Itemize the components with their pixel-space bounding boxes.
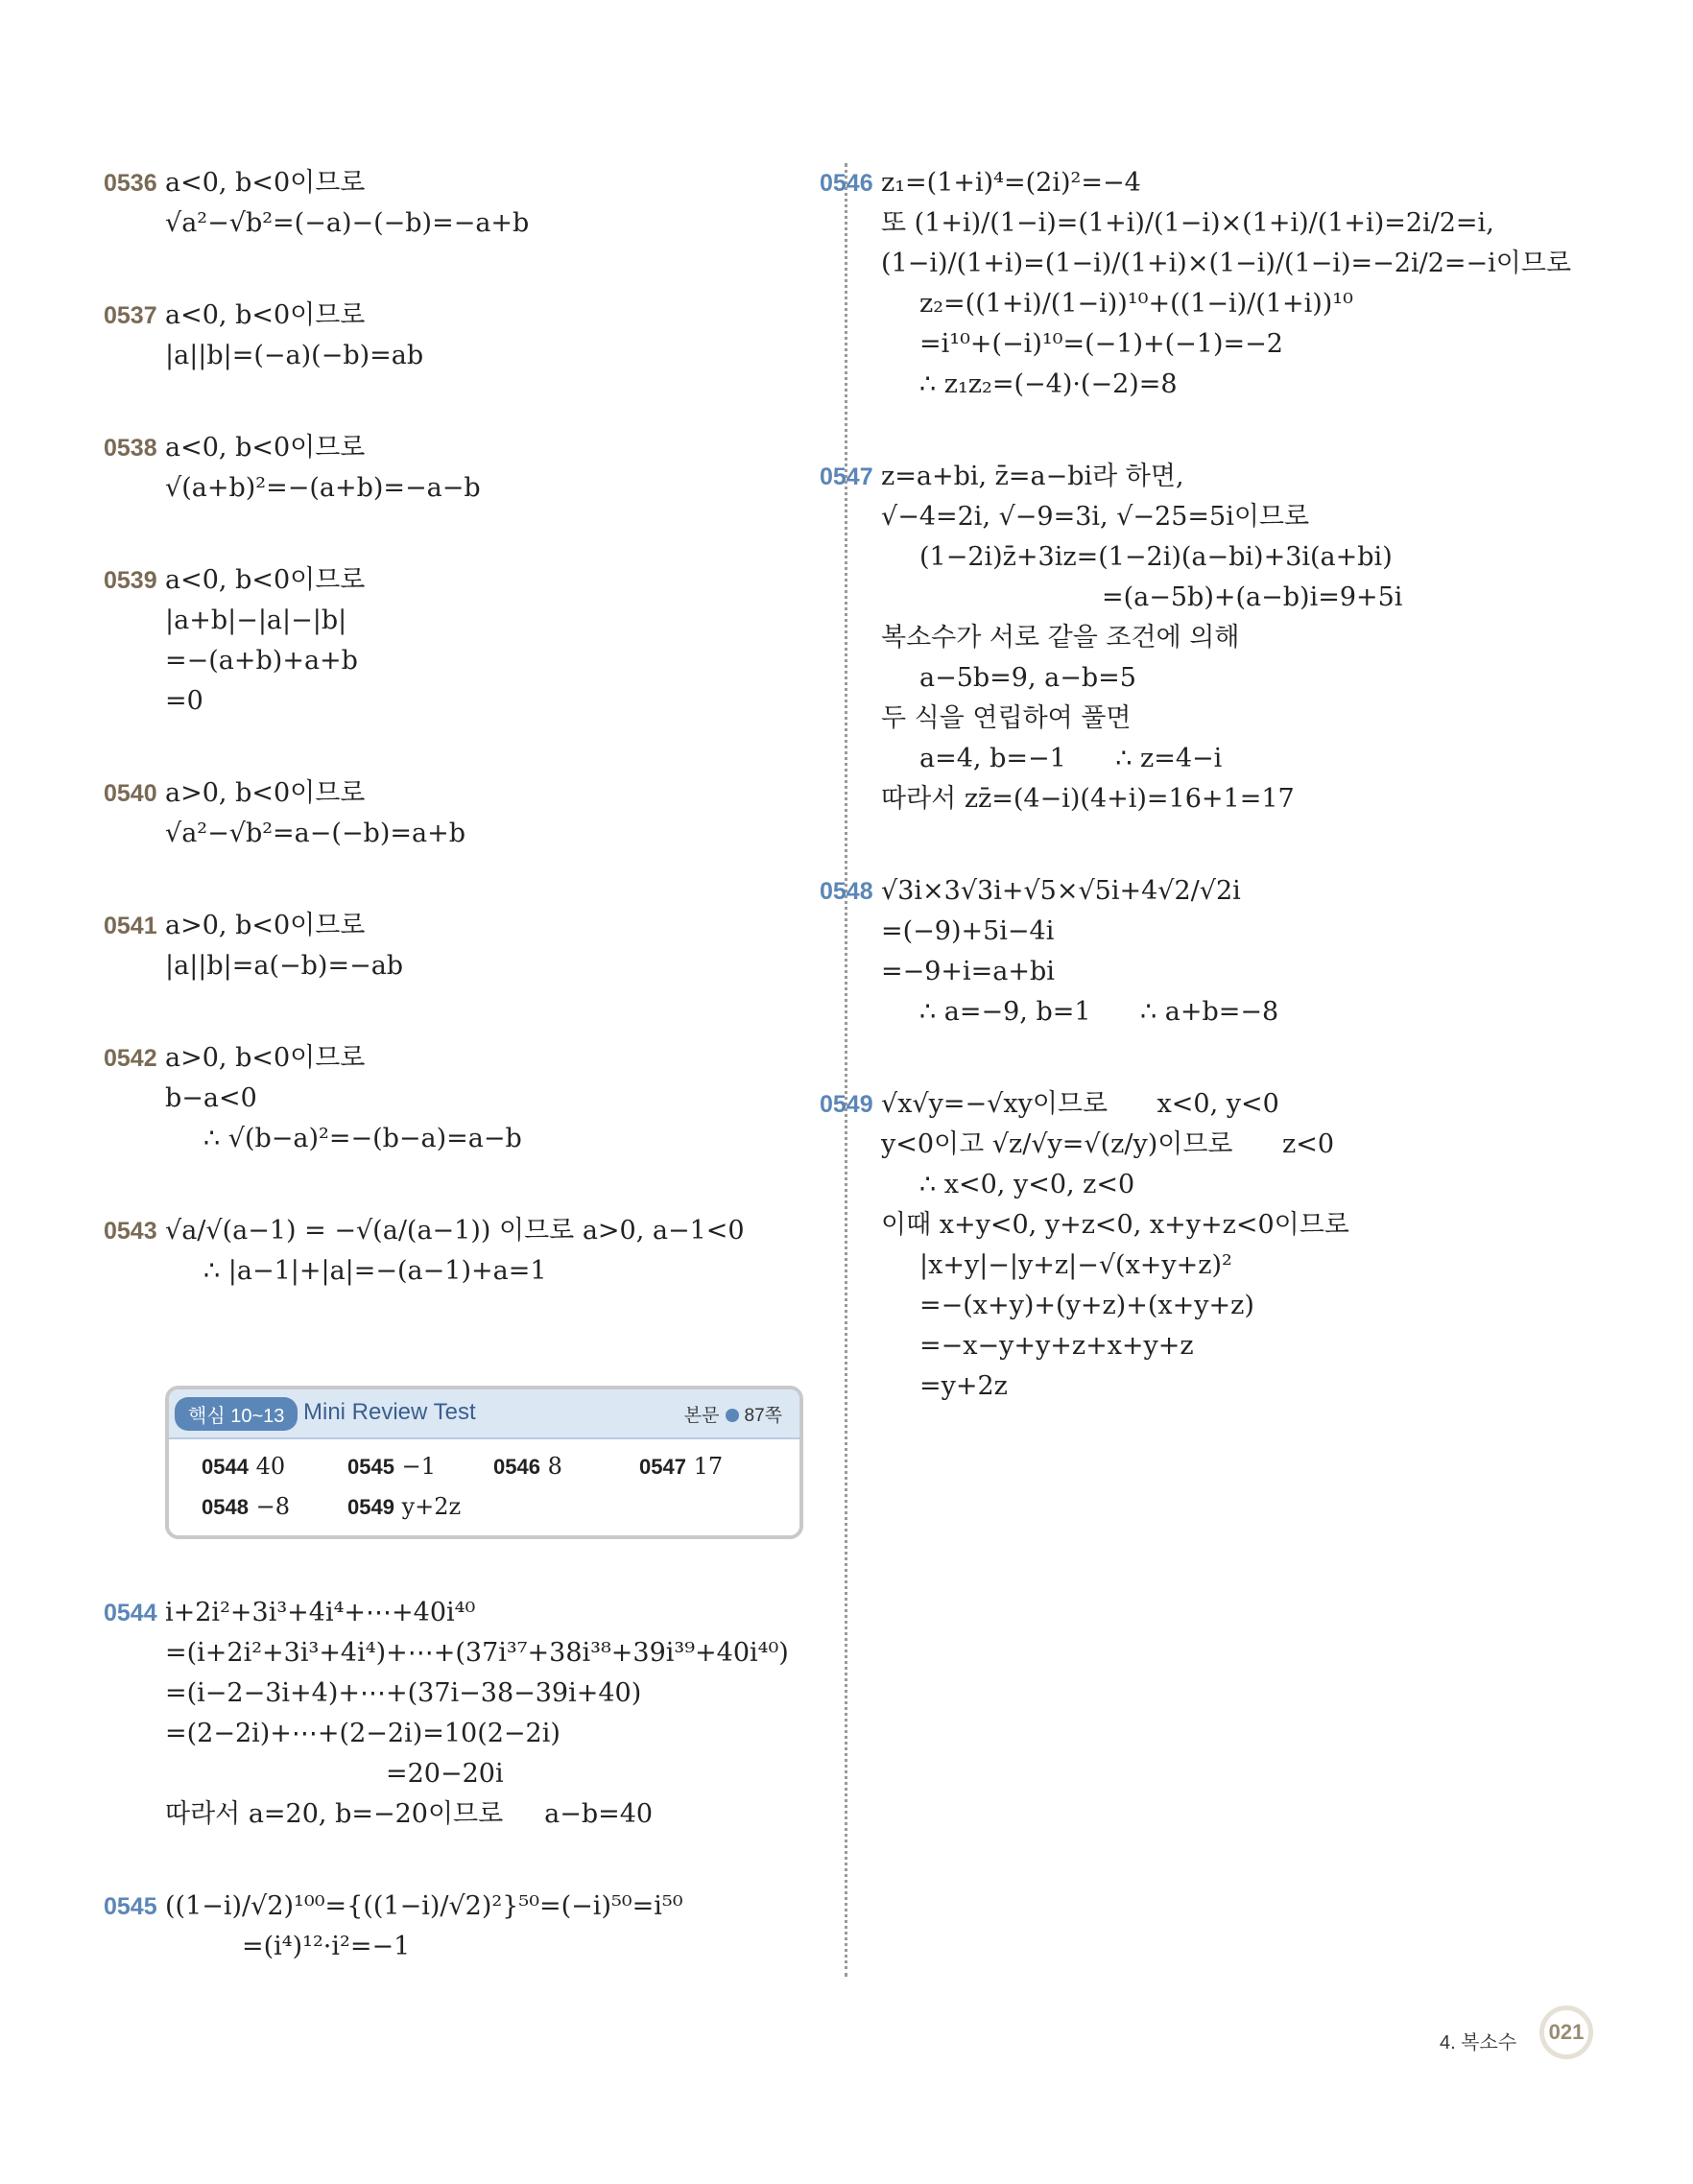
problem-number: 0539 xyxy=(104,567,157,594)
problem-0549 xyxy=(820,1084,1630,1407)
solution-line: a<0, b<0이므로 xyxy=(165,433,366,463)
solution-line: (1−i)/(1+i)=(1−i)/(1+i)×(1−i)/(1−i)=−2i/2=−i이므로 xyxy=(881,249,1572,278)
solution-line: z=a+bi, z̄=a−bi라 하면, xyxy=(881,462,1184,491)
right-column xyxy=(820,163,1630,1459)
solution-line: =(a−5b)+(a−b)i=9+5i xyxy=(1102,582,1403,612)
solution-line: =(−9)+5i−4i xyxy=(881,916,1055,946)
review-header xyxy=(169,1389,799,1439)
solution-line: √−4=2i, √−9=3i, √−25=5i이므로 xyxy=(881,502,1310,532)
answer-number: 0546 xyxy=(493,1455,540,1479)
solution-line: =y+2z xyxy=(919,1371,1008,1401)
problem-0538 xyxy=(104,428,818,509)
solution-line: a<0, b<0이므로 xyxy=(165,300,366,330)
solution-line: =−(x+y)+(y+z)+(x+y+z) xyxy=(919,1291,1254,1320)
solution-line: a=4, b=−1 ∴ z=4−i xyxy=(919,744,1223,773)
solution-line: z₂=((1+i)/(1−i))¹⁰+((1−i)/(1+i))¹⁰ xyxy=(919,289,1353,319)
problem-number: 0537 xyxy=(104,302,157,329)
solution-line: 복소수가 서로 같을 조건에 의해 xyxy=(881,623,1240,653)
mini-review-test-box xyxy=(165,1386,803,1539)
solution-line: ∴ a=−9, b=1 ∴ a+b=−8 xyxy=(919,997,1279,1027)
solution-line: 이때 x+y<0, y+z<0, x+y+z<0이므로 xyxy=(881,1210,1349,1240)
solution-line: |a||b|=a(−b)=−ab xyxy=(165,951,404,981)
problem-number: 0542 xyxy=(104,1045,157,1072)
solution-line: =i¹⁰+(−i)¹⁰=(−1)+(−1)=−2 xyxy=(919,329,1283,359)
solution-line: √a²−√b²=(−a)−(−b)=−a+b xyxy=(165,208,530,238)
solution-line: 두 식을 연립하여 풀면 xyxy=(881,703,1132,733)
solution-line: √x√y=−√xy이므로 x<0, y<0 xyxy=(881,1089,1279,1119)
problem-0539 xyxy=(104,560,818,722)
solution-line: a>0, b<0이므로 xyxy=(165,778,366,808)
solution-line: ∴ √(b−a)²=−(b−a)=a−b xyxy=(203,1124,522,1153)
solution-line: =(i+2i²+3i³+4i⁴)+⋯+(37i³⁷+38i³⁸+39i³⁹+40i⁴⁰) xyxy=(165,1638,789,1668)
solution-line: =−9+i=a+bi xyxy=(881,957,1055,986)
solution-line: =0 xyxy=(165,686,203,716)
problem-0545 xyxy=(104,1887,818,1967)
review-title: Mini Review Test xyxy=(303,1399,476,1425)
solution-line: =−(a+b)+a+b xyxy=(165,646,358,676)
solution-line: =(2−2i)+⋯+(2−2i)=10(2−2i) xyxy=(165,1719,560,1748)
review-ref-prefix: 본문 xyxy=(683,1406,720,1426)
problem-number: 0538 xyxy=(104,435,157,462)
problem-0547 xyxy=(820,457,1630,819)
solution-line: ((1−i)/√2)¹⁰⁰={((1−i)/√2)²}⁵⁰=(−i)⁵⁰=i⁵⁰ xyxy=(165,1891,683,1921)
solution-line: 또 (1+i)/(1−i)=(1+i)/(1−i)×(1+i)/(1+i)=2i/2=i, xyxy=(881,208,1494,238)
problem-0546 xyxy=(820,163,1630,405)
solution-line: a>0, b<0이므로 xyxy=(165,911,366,940)
problem-0540 xyxy=(104,773,818,854)
left-column xyxy=(104,163,818,1343)
chapter-label: 4. 복소수 xyxy=(1440,2032,1517,2053)
problem-number: 0549 xyxy=(820,1091,873,1118)
problem-number: 0536 xyxy=(104,170,157,197)
solution-line: √a²−√b²=a−(−b)=a+b xyxy=(165,819,466,848)
solution-line: ∴ |a−1|+|a|=−(a−1)+a=1 xyxy=(203,1256,547,1286)
solution-line: ∴ z₁z₂=(−4)·(−2)=8 xyxy=(919,369,1178,399)
problem-0536 xyxy=(104,163,818,244)
page-footer xyxy=(1440,2006,1612,2063)
review-answers xyxy=(202,1453,777,1520)
problem-0541 xyxy=(104,906,818,986)
answer-number: 0547 xyxy=(639,1455,686,1479)
solution-line: (1−2i)z̄+3iz=(1−2i)(a−bi)+3i(a+bi) xyxy=(919,542,1393,572)
problem-0537 xyxy=(104,296,818,376)
solution-line: y<0이고 √z/√y=√(z/y)이므로 z<0 xyxy=(881,1129,1335,1159)
answer-number: 0548 xyxy=(202,1495,249,1519)
review-answer xyxy=(202,1453,347,1480)
solution-line: a−5b=9, a−b=5 xyxy=(919,663,1136,693)
solution-line: i+2i²+3i³+4i⁴+⋯+40i⁴⁰ xyxy=(165,1598,476,1627)
problem-0543 xyxy=(104,1211,818,1292)
problem-number: 0548 xyxy=(820,878,873,905)
column-divider xyxy=(845,163,847,1977)
problem-0542 xyxy=(104,1038,818,1159)
problem-number: 0547 xyxy=(820,463,873,490)
solution-line: =(i−2−3i+4)+⋯+(37i−38−39i+40) xyxy=(165,1678,642,1708)
review-answer xyxy=(347,1493,493,1520)
answer-number: 0544 xyxy=(202,1455,249,1479)
left-column-lower xyxy=(104,1593,818,2019)
answer-number: 0549 xyxy=(347,1495,394,1519)
solution-line: a<0, b<0이므로 xyxy=(165,168,366,198)
solution-line: √a/√(a−1) = −√(a/(a−1)) 이므로 a>0, a−1<0 xyxy=(165,1216,745,1246)
solution-line: |x+y|−|y+z|−√(x+y+z)² xyxy=(919,1250,1232,1280)
arrow-circle-icon xyxy=(726,1409,739,1422)
answer-value: 40 xyxy=(255,1453,286,1480)
review-badge: 핵심 10~13 xyxy=(175,1397,298,1431)
review-answer xyxy=(202,1493,347,1520)
solution-line: z₁=(1+i)⁴=(2i)²=−4 xyxy=(881,168,1141,198)
solution-line: √(a+b)²=−(a+b)=−a−b xyxy=(165,473,481,503)
page-number: 021 xyxy=(1539,2006,1593,2059)
problem-number: 0543 xyxy=(104,1218,157,1245)
problem-number: 0540 xyxy=(104,780,157,807)
review-answer xyxy=(639,1453,785,1480)
problem-number: 0545 xyxy=(104,1893,157,1920)
review-answer xyxy=(347,1453,493,1480)
review-ref-page: 87쪽 xyxy=(744,1406,782,1426)
answer-value: −1 xyxy=(401,1453,436,1480)
answer-value: y+2z xyxy=(401,1493,462,1520)
solution-line: =20−20i xyxy=(386,1759,504,1789)
answer-number: 0545 xyxy=(347,1455,394,1479)
solution-line: 따라서 zz̄=(4−i)(4+i)=16+1=17 xyxy=(881,784,1295,814)
solution-line: a<0, b<0이므로 xyxy=(165,565,366,595)
solution-line: √3i×3√3i+√5×√5i+4√2/√2i xyxy=(881,876,1241,906)
problem-number: 0546 xyxy=(820,170,873,197)
solution-line: =(i⁴)¹²·i²=−1 xyxy=(242,1932,411,1961)
problem-number: 0541 xyxy=(104,913,157,939)
solution-line: ∴ x<0, y<0, z<0 xyxy=(919,1170,1135,1199)
review-page-reference xyxy=(684,1401,782,1427)
solution-line: 따라서 a=20, b=−20이므로 a−b=40 xyxy=(165,1799,654,1829)
solution-line: |a+b|−|a|−|b| xyxy=(165,605,347,635)
solution-line: =−x−y+y+z+x+y+z xyxy=(919,1331,1194,1361)
review-answer xyxy=(493,1453,639,1480)
problem-0544 xyxy=(104,1593,818,1835)
solution-line: b−a<0 xyxy=(165,1083,257,1113)
problem-0548 xyxy=(820,871,1630,1033)
answer-value: 17 xyxy=(693,1453,724,1480)
answer-value: −8 xyxy=(255,1493,290,1520)
solution-line: |a||b|=(−a)(−b)=ab xyxy=(165,341,424,370)
answer-value: 8 xyxy=(547,1453,562,1480)
solution-line: a>0, b<0이므로 xyxy=(165,1043,366,1073)
problem-number: 0544 xyxy=(104,1600,157,1626)
